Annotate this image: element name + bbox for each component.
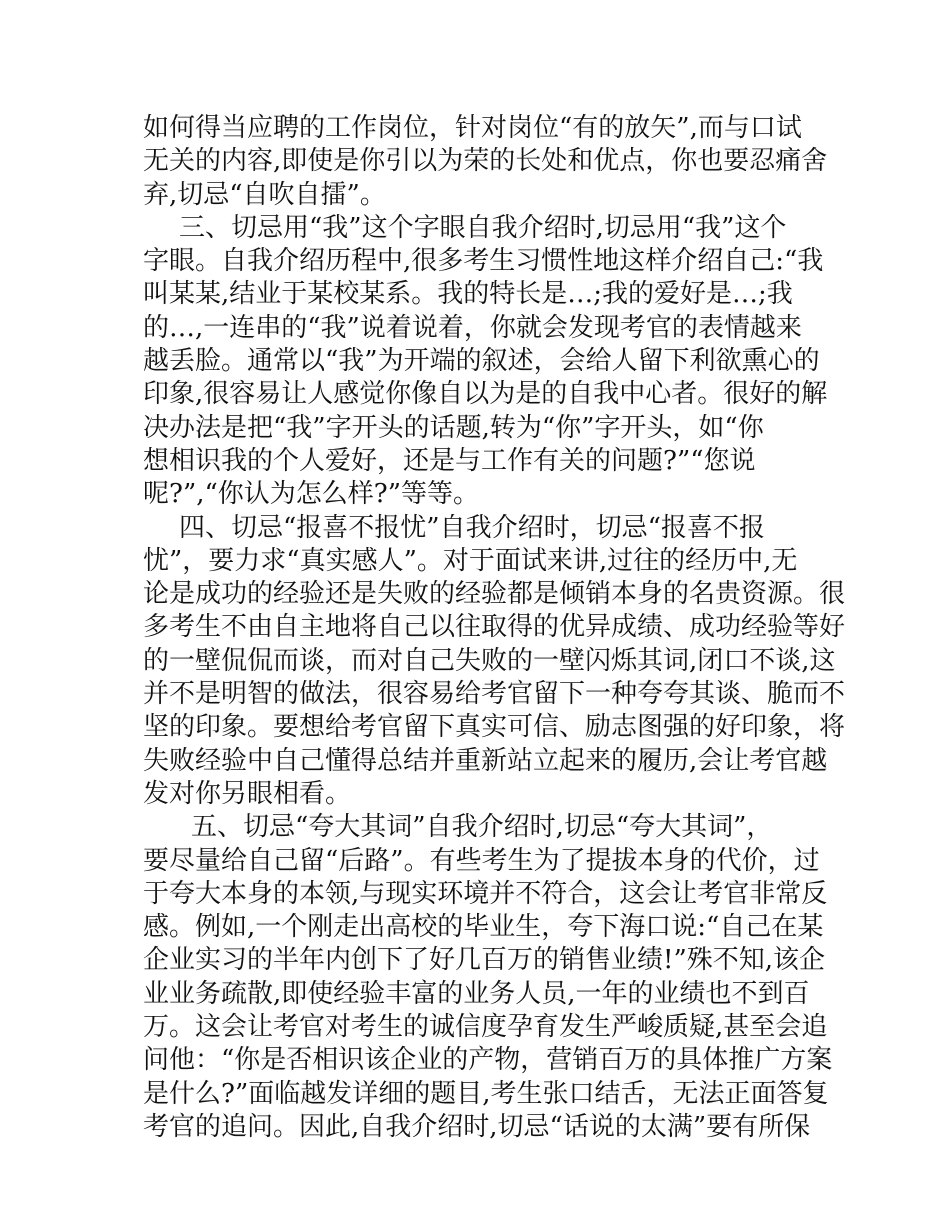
text-line: 想相识我的个人爱好，还是与工作有关的问题?”“您说 xyxy=(143,445,756,476)
body-text xyxy=(143,112,846,1144)
text-line: 忧”，要力求“真实感人”。对于面试来讲,过往的经历中,无 xyxy=(143,545,798,576)
text-line: 论是成功的经验还是失败的经验都是倾销本身的名贵资源。很 xyxy=(143,579,846,610)
text-line: 印象,很容易让人感觉你像自以为是的自我中心者。很好的解 xyxy=(143,379,828,410)
text-line: 决办法是把“我”字开头的话题,转为“你”字开头，如“你 xyxy=(143,412,764,443)
text-line: 叫某某,结业于某校某系。我的特长是…;我的爱好是…;我 xyxy=(143,279,793,310)
text-line: 弃,切忌“自吹自擂”。 xyxy=(143,179,386,210)
text-line: 多考生不由自主地将自己以往取得的优异成绩、成功经验等好 xyxy=(143,612,846,643)
text-line: 问他：“你是否相识该企业的产物，营销百万的具体推广方案 xyxy=(143,1045,833,1076)
section-heading-line: 三、切忌用“我”这个字眼自我介绍时,切忌用“我”这个 xyxy=(179,212,787,243)
text-line: 字眼。自我介绍历程中,很多考生习惯性地这样介绍自己:“我 xyxy=(143,246,824,277)
text-line: 越丢脸。通常以“我”为开端的叙述，会给人留下利欲熏心的 xyxy=(143,346,820,377)
text-line: 并不是明智的做法，很容易给考官留下一种夸夸其谈、脆而不 xyxy=(143,679,846,710)
text-line: 坚的印象。要想给考官留下真实可信、励志图强的好印象，将 xyxy=(143,712,846,743)
text-line: 要尽量给自己留“后路”。有些考生为了提拔本身的代价，过 xyxy=(143,845,820,876)
text-line: 如何得当应聘的工作岗位，针对岗位“有的放矢”,而与口试 xyxy=(143,113,802,143)
text-line: 于夸大本身的本领,与现实环境并不符合，这会让考官非常反 xyxy=(143,878,828,909)
text-line: 业业务疏散,即使经验丰富的业务人员,一年的业绩也不到百 xyxy=(143,978,810,1009)
text-line: 万。这会让考官对考生的诚信度孕育发生严峻质疑,甚至会追 xyxy=(143,1012,828,1043)
section-heading-line: 四、切忌“报喜不报忧”自我介绍时，切忌“报喜不报 xyxy=(179,512,765,543)
text-line: 考官的追问。因此,自我介绍时,切忌“话说的太满”要有所保 xyxy=(143,1111,811,1142)
text-line: 是什么?”面临越发详细的题目,考生张口结舌，无法正面答复 xyxy=(143,1078,829,1109)
text-line: 呢?”,“你认为怎么样?”等等。 xyxy=(143,479,480,510)
text-line: 无关的内容,即使是你引以为荣的长处和优点，你也要忍痛舍 xyxy=(143,146,828,177)
section-heading-line: 五、切忌“夸大其词”自我介绍时,切忌“夸大其词”， xyxy=(191,812,773,843)
text-line: 的…,一连串的“我”说着说着，你就会发现考官的表情越来 xyxy=(143,312,802,343)
text-line: 发对你另眼相看。 xyxy=(143,778,352,809)
text-line: 失败经验中自己懂得总结并重新站立起来的履历,会让考官越 xyxy=(143,745,828,776)
text-line: 的一壁侃侃而谈，而对自己失败的一壁闪烁其词,闭口不谈,这 xyxy=(143,645,836,676)
text-line: 感。例如,一个刚走出高校的毕业生，夸下海口说:“自己在某 xyxy=(143,912,824,943)
text-line: 企业实习的半年内创下了好几百万的销售业绩!”殊不知,该企 xyxy=(143,945,826,976)
